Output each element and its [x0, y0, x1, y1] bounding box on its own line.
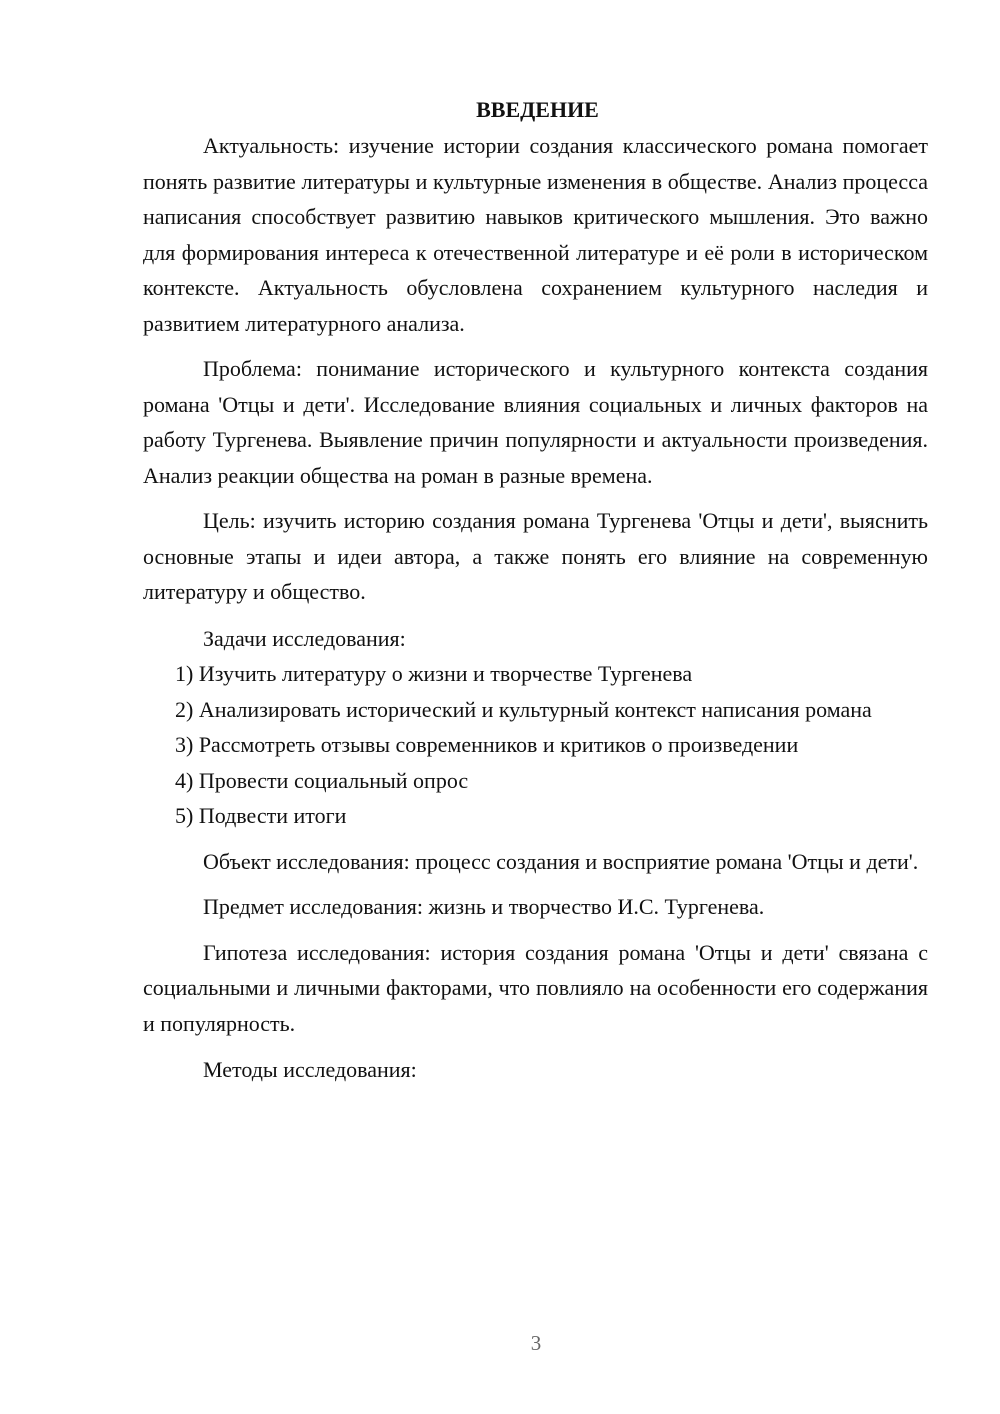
subject-paragraph: Предмет исследования: жизнь и творчество И.С. Тургенева. [203, 894, 765, 919]
methods-heading: Методы исследования: [203, 1057, 417, 1082]
hypothesis-paragraph: Гипотеза исследования: история создания романа 'Отцы и дети' связана с социальными и личными факторами, что повлияло на особенности его содержания и популярность. [143, 939, 928, 1036]
task-item-4: 4) Провести социальный опрос [175, 767, 469, 793]
task-item-2: 2) Анализировать исторический и культурный контекст написания романа [175, 696, 872, 722]
goal-paragraph: Цель: изучить историю создания романа Тургенева 'Отцы и дети', выяснить основные этапы и идеи автора, а также понять его влияние на современную литературу и общество. [143, 508, 928, 604]
page-number: 3 [530, 1331, 542, 1355]
tasks-heading: Задачи исследования: [203, 625, 406, 651]
task-item-3: 3) Рассмотреть отзывы современников и критиков о произведении [175, 732, 799, 757]
page-content [143, 92, 928, 1088]
section-title: ВВЕДЕНИЕ [476, 97, 599, 122]
problem-paragraph: Проблема: понимание исторического и культурного контекста создания романа 'Отцы и дети'. Исследование влияния социальных и личных факторов на работу Тургенева. Выявление причин популярности и актуальности произведения. Анализ реакции общества на роман в разные времена. [143, 356, 928, 488]
object-paragraph: Объект исследования: процесс создания и восприятие романа 'Отцы и дети'. [203, 848, 919, 874]
task-item-1: 1) Изучить литературу о жизни и творчестве Тургенева [175, 661, 693, 686]
task-item-5: 5) Подвести итоги [175, 803, 347, 828]
relevance-paragraph: Актуальность: изучение истории создания классического романа помогает понять развитие литературы и культурные изменения в обществе. Анализ процесса написания способствует развитию навыков критического мышления. Это важно для формирования интереса к отечественной литературе и её роли в историческом контексте. Актуальность обусловлена сохранением культурного наследия и развитием литературного анализа. [143, 133, 928, 336]
